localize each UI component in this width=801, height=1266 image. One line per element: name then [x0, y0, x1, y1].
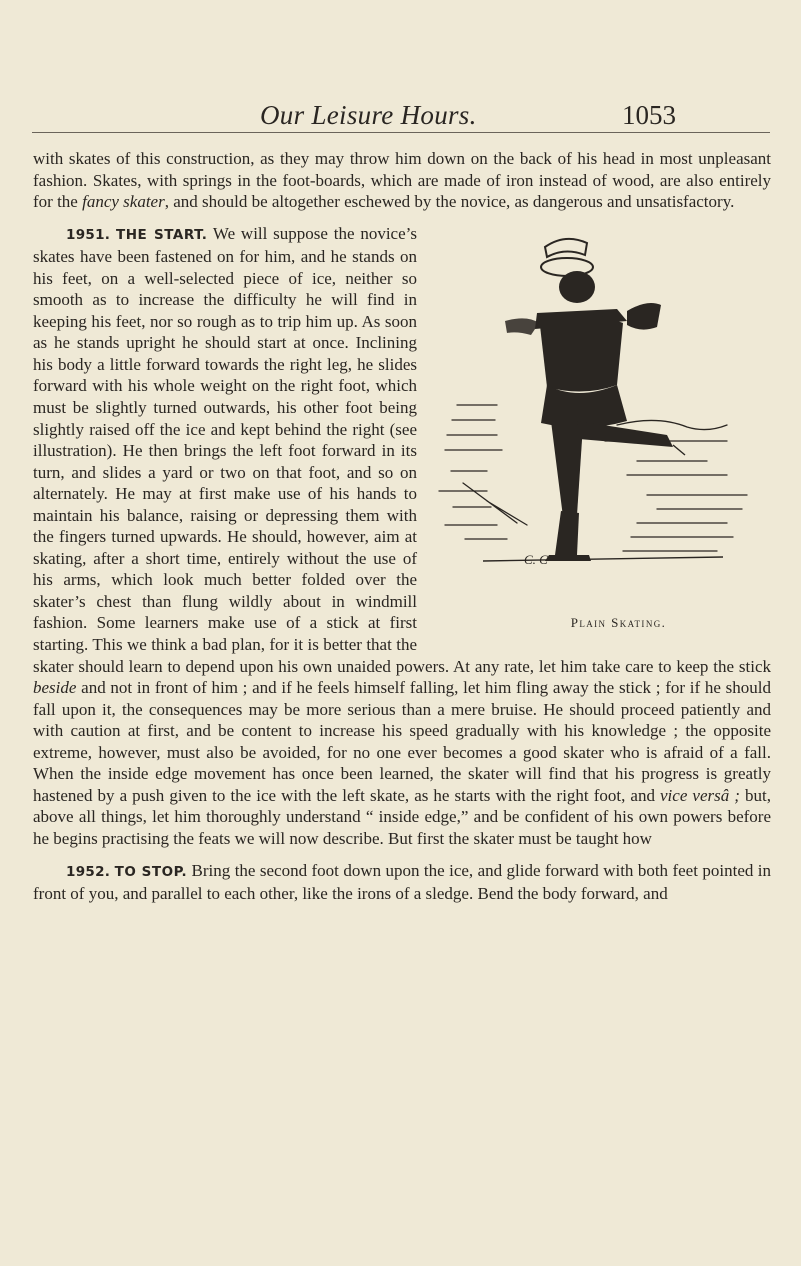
- page-header: [0, 86, 801, 130]
- artist-signature: C. C: [524, 551, 548, 567]
- emphasis: fancy skater: [82, 192, 165, 212]
- emphasis: beside: [33, 678, 77, 698]
- section-number: 1951.: [66, 226, 111, 243]
- figure-caption: Plain Skating.: [570, 614, 667, 630]
- skater-illustration-icon: [427, 225, 777, 625]
- running-head: Our Leisure Hours.: [260, 100, 477, 130]
- paragraph-1951: 1951. THE START. C. C Plain Skating. We will suppose the novice’s skates have been fastened on for him, and he stands on his feet, on a well-selected piece of ice, neither so smooth as to increase the difficulty he will find in keeping his feet, nor so rough as to trip him up. As soon as he stands upright he should start at once. Inclining his body a little forward towards the right leg, he slides forward with his whole weight on the right foot, which must be slightly turned outwards, his other foot being slightly raised off the ice and kept behind the right (see illustration). He then brings the left foot forward in its turn, and slides a yard or two on that foot, and so on alternately. He may at first make use of his hands to maintain his balance, raising or depressing them with the fingers turned upwards. He should, however, aim at skating, after a short time, entirely without the use of his arms, which look much better folded over the skater’s chest than flung wildly about in windmill fashion. Some learners make use of a stick at first starting. This we think a bad plan, for it is better that the skater should learn to depend upon his own unaided powers. At any rate, let him take care to keep the stick beside and not in front of him ; and if he feels himself falling, let him fling away the stick ; for if he should fall upon it, the consequences may be more serious than a mere bruise. He should proceed patiently and with caution at first, and be content to increase his speed gradually with his knowledge ; the opposite extreme, however, must also be avoided, for no one ever becomes a good skater who is afraid of a fall. When the inside edge movement has once been learned, the skater will find that his progress is greatly hastened by a push given to the ice with the left skate, as he starts with the right foot, and vice versâ ; but, above all things, let him thoroughly understand “ inside edge,” and be confident of his own powers before he begins practising the feats we will now describe. But first the skater must be taught how: [33, 223, 771, 850]
- page-number: 1053: [622, 100, 676, 130]
- emphasis: vice versâ ;: [660, 785, 740, 805]
- skater-figure: [427, 225, 777, 636]
- paragraph-continuation: with skates of this construction, as they may throw him down on the back of his head in most unpleasant fashion. Skates, with springs in the foot-boards, which are made of iron instead of wood, are also entirely for the fancy skater, and should be altogether eschewed by the novice, as dangerous and unsatisfactory.: [33, 149, 771, 212]
- section-number: 1952.: [66, 863, 111, 880]
- section-heading: TO STOP.: [114, 863, 188, 880]
- article-body: [33, 148, 771, 905]
- paragraph-1952: 1952. TO STOP. Bring the second foot down upon the ice, and glide forward with both feet pointed in front of you, and parallel to each other, like the irons of a sledge. Bend the body forward, and: [33, 860, 772, 904]
- header-rule: [32, 132, 770, 133]
- section-heading: THE START.: [116, 226, 208, 243]
